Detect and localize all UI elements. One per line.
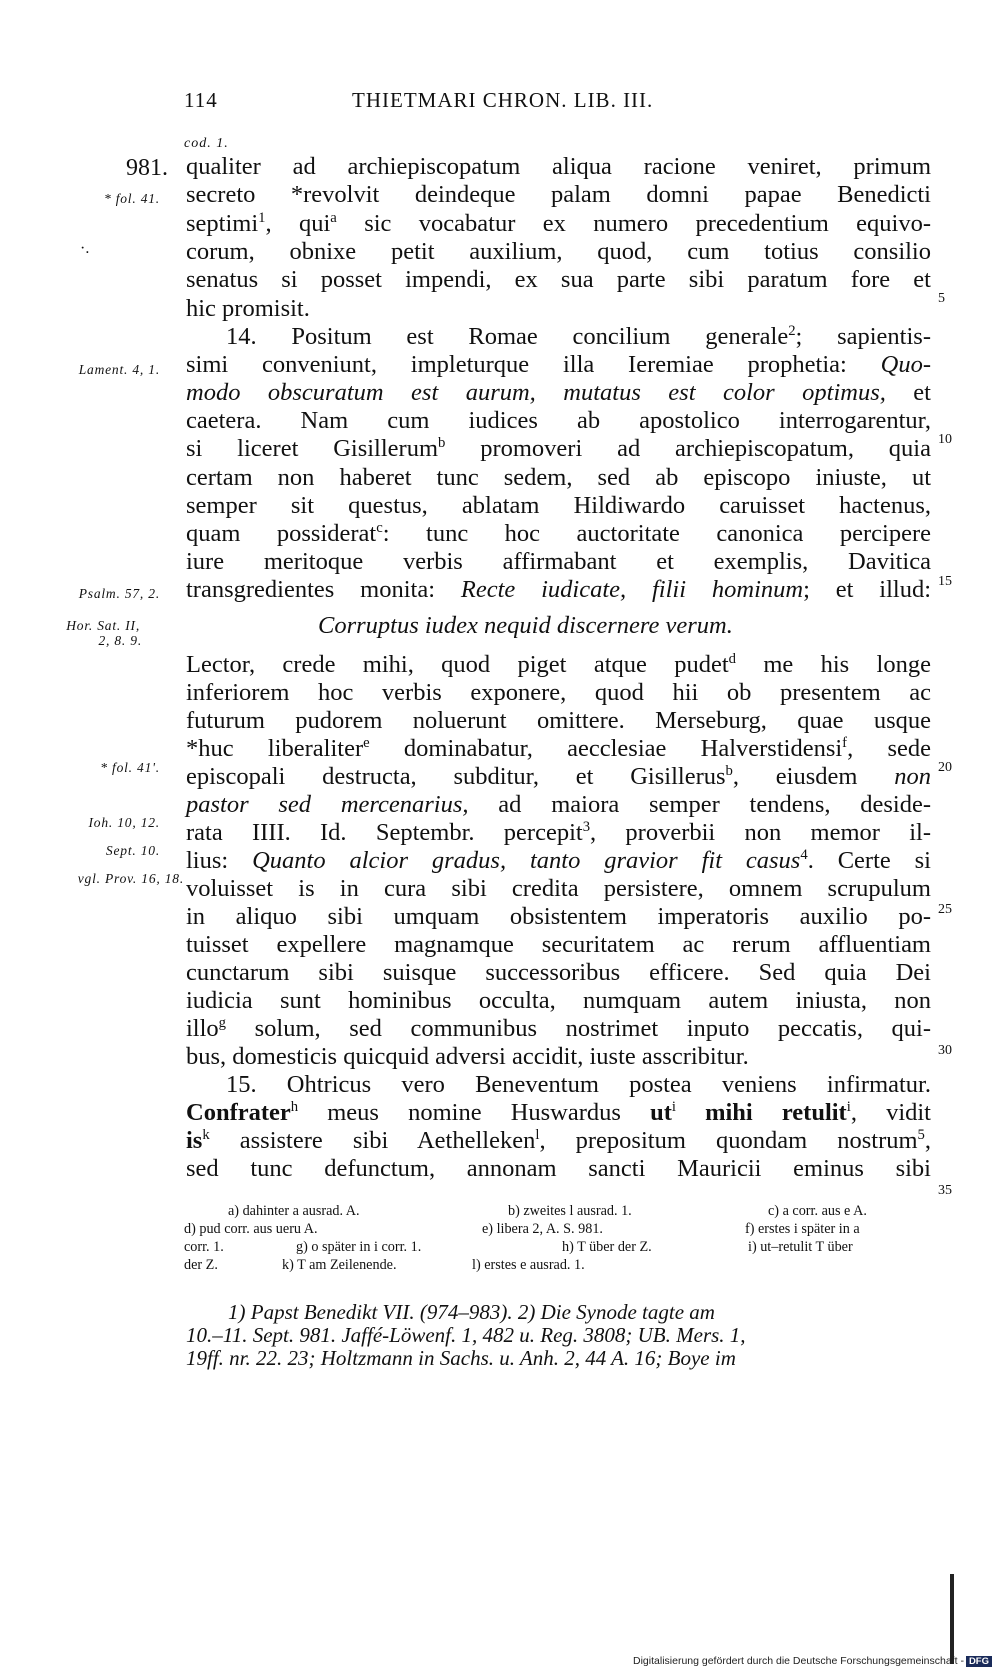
text-line: 15. Ohtricus vero Beneventum postea veniens infirmatur. [226,1071,931,1098]
apparatus-note: d) pud corr. aus ueru A. [184,1221,318,1237]
funding-footer [633,1655,992,1667]
text-line: quam possiderat$^c$: tunc hoc auctoritate canonica percipere [186,519,931,547]
line-number: 5 [938,291,945,306]
text-line: Confrater$^h$ meus nomine Huswardus $ut^i$ mihi retulit$^i$, vidit [186,1098,931,1126]
line-number: 35 [938,1183,952,1198]
text-line: 14. Positum est Romae concilium generale$^2$; sapientis- [226,322,931,350]
footnote-line: 10.–11. Sept. 981. Jaffé-Löwenf. 1, 482 u. Reg. 3808; UB. Mers. 1, [186,1323,746,1347]
text-line: caetera. Nam cum iudices ab apostolico interrogarentur, [186,407,931,434]
text-line: corum, obnixe petit auxilium, quod, cum totius consilio [186,238,931,265]
line-number: 10 [938,432,952,447]
margin-folio-41b: * fol. 41'. [100,760,160,775]
margin-date-ref: Sept. 10. [105,843,160,858]
apparatus-note: k) T am Zeilenende. [282,1257,397,1273]
text-line: illo$^g$ solum, sed communibus nostrimet inputo peccatis, qui- [186,1014,931,1042]
text-line: cunctarum sibi suisque successoribus efficere. Sed quia Dei [186,959,931,986]
text-line: simi conveniunt, impleturque illa Ieremiae prophetia: Quo- [186,351,931,378]
apparatus-note: l) erstes e ausrad. 1. [472,1257,585,1273]
text-line: Lector, crede mihi, quod piget atque pudet$^d$ me his longe [186,650,931,678]
text-line: secreto *revolvit deindeque palam domni papae Benedicti [186,181,931,208]
text-line: iudicia sunt hominibus occulta, numquam autem iniusta, non [186,987,931,1014]
text-line: sed tunc defunctum, annonam sancti Mauricii eminus sibi [186,1155,931,1182]
text-line: futurum pudorem noluerunt omittere. Merseburg, quae usque [186,707,931,734]
apparatus-note: g) o später in i corr. 1. [296,1239,422,1255]
text-line: $is^k$ assistere sibi Aethelleken$^l$, prepositum quondam nostrum$^5$, [186,1126,931,1154]
page-number: 114 [184,88,218,112]
text-line: modo obscuratum est aurum, mutatus est color optimus, et [186,379,931,406]
text-line: inferiorem hoc verbis exponere, quod hii ob presentem ac [186,679,931,706]
footnote-line: 19ff. nr. 22. 23; Holtzmann in Sachs. u. Anh. 2, 44 A. 16; Boye im [186,1346,736,1370]
margin-folio-41: * fol. 41. [103,191,160,206]
text-line: qualiter ad archiepiscopatum aliqua racione veniret, primum [186,153,931,180]
apparatus-note: h) T über der Z. [562,1239,652,1255]
footnote-line: 1) Papst Benedikt VII. (974–983). 2) Die Synode tagte am [228,1300,715,1324]
text-line: septimi$^1$, qui$^a$ sic vocabatur ex numero precedentium equivo- [186,209,931,237]
text-line: lius: Quanto alcior gradus, tanto gravior fit casus$^4$. Certe si [186,846,931,874]
margin-john-ref: Ioh. 10, 12. [88,815,160,830]
line-number: 20 [938,760,952,775]
text-line: semper sit questus, ablatam Hildiwardo caruisset hactenus, [186,492,931,519]
text-line: bus, domesticis quicquid adversi accidit, iuste asscribitur. [186,1043,749,1070]
funding-text: Digitalisierung gefördert durch die Deutsche Forschungsgemeinschaft - [633,1655,964,1667]
text-line: tuisset expellere magnamque securitatem ac rerum affluentiam [186,931,931,958]
apparatus-note: b) zweites l ausrad. 1. [508,1203,632,1219]
text-line: si liceret Gisillerum$^b$ promoveri ad archiepiscopatum, quia [186,434,931,462]
scan-edge-bar [950,1574,954,1664]
text-line: iure meritoque verbis affirmabant et exemplis, Davitica [186,548,931,575]
codex-note: cod. 1. [184,136,229,151]
line-number: 25 [938,902,952,917]
dfg-logo: DFG [966,1656,992,1667]
verse-quotation: Corruptus iudex nequid discernere verum. [318,612,733,639]
apparatus-note: i) ut–retulit T über [748,1239,853,1255]
margin-horace-ref-2: 2, 8. 9. [98,633,142,648]
apparatus-note: c) a corr. aus e A. [768,1203,867,1219]
text-line: in aliquo sibi umquam obsistentem imperatoris auxilio po- [186,903,931,930]
text-line: pastor sed mercenarius, ad maiora semper tendens, deside- [186,791,932,818]
text-line: voluisset is in cura sibi credita persistere, omnem scrupulum [186,875,931,902]
text-line: episcopali destructa, subditur, et Gisillerus$^b$, eiusdem non [186,762,931,790]
apparatus-note: f) erstes i später in a [745,1221,860,1237]
line-number: 15 [938,574,952,589]
text-line: rata IIII. Id. Septembr. percepit$^3$, proverbii non memor il- [186,818,931,846]
text-line: *huc liberaliter$^e$ dominabatur, aecclesiae Halverstidensi$^f$, sede [186,734,931,762]
apparatus-note: e) libera 2, A. S. 981. [482,1221,603,1237]
apparatus-note: a) dahinter a ausrad. A. [228,1203,360,1219]
text-line: transgredientes monita: Recte iudicate, filii hominum; et illud: [186,576,931,603]
running-title: THIETMARI CHRON. LIB. III. [352,88,654,112]
text-line: hic promisit. [186,295,310,322]
margin-mark: ·. [80,240,90,257]
margin-horace-ref-1: Hor. Sat. II, [66,618,140,633]
apparatus-note: corr. 1. [184,1239,224,1255]
margin-year: 981. [126,155,168,181]
text-line: certam non haberet tunc sedem, sed ab episcopo iniuste, ut [186,464,931,491]
line-number: 30 [938,1043,952,1058]
margin-proverbs-ref: vgl. Prov. 16, 18. [77,871,184,886]
text-line: senatus si posset impendi, ex sua parte sibi paratum fore et [186,266,931,293]
apparatus-note: der Z. [184,1257,218,1273]
margin-psalm-ref: Psalm. 57, 2. [78,586,160,601]
margin-lamentations-ref: Lament. 4, 1. [78,362,160,377]
